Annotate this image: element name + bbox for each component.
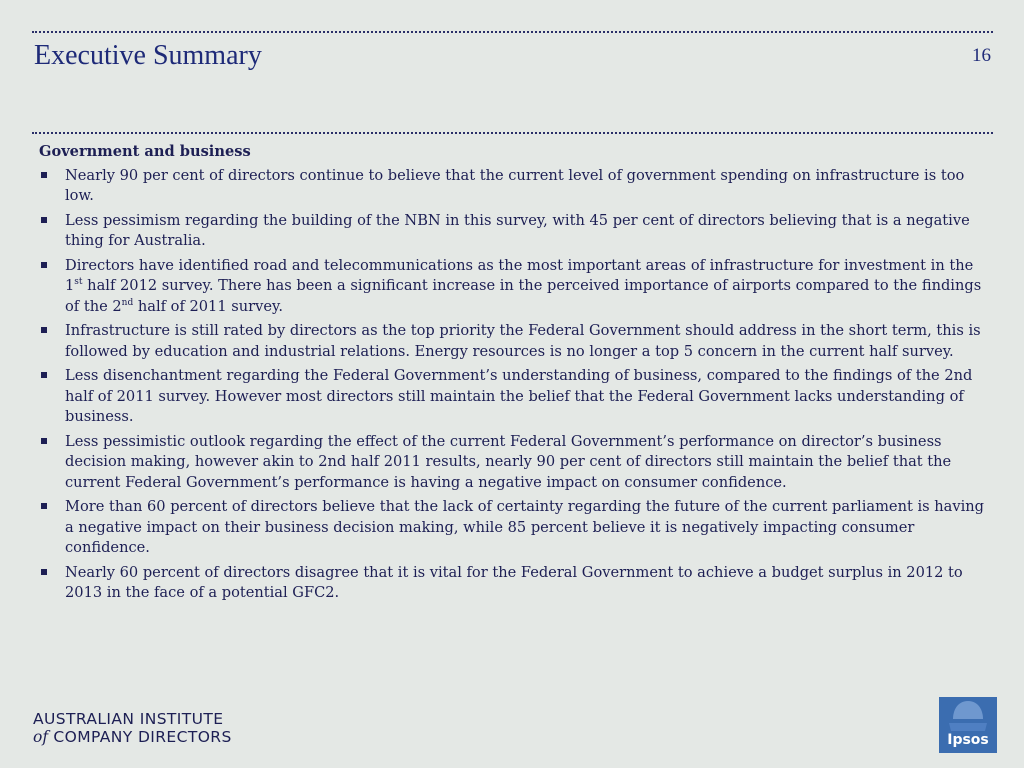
bullet-text-part: More than 60 percent of directors believe that the lack of certainty regarding the future of the current parliament is having a negative impact on their business decision making, while 85 percent believe it is negatively impacting consumer confidence.	[65, 498, 985, 556]
bullet-item	[39, 256, 989, 318]
aicd-logo-line2: COMPANY DIRECTORS	[53, 728, 232, 746]
bullet-item	[39, 563, 989, 604]
bullet-text-part: Nearly 60 percent of directors disagree that it is vital for the Federal Government to achieve a budget surplus in 2012 to 2013 in the face of a potential GFC2.	[65, 563, 963, 601]
bullet-text-part: Infrastructure is still rated by directors as the top priority the Federal Government should address in the short term, this is followed by education and industrial relations. Energy resources is no longer a top 5 concern in the current half survey.	[65, 322, 981, 360]
bullet-item	[39, 366, 989, 428]
aicd-logo-line1: AUSTRALIAN INSTITUTE	[33, 710, 224, 728]
bullet-text	[65, 367, 972, 425]
bullet-text-part: Less pessimistic outlook regarding the effect of the current Federal Government’s performance on director’s business decision making, however akin to 2nd half 2011 results, nearly 90 per cent of directors still maintain the belief that the current Federal Government’s performance is having a negative impact on consumer confidence.	[65, 432, 952, 491]
aicd-logo	[33, 710, 232, 746]
bullet-list	[39, 166, 989, 604]
ipsos-logo-text: Ipsos	[947, 732, 989, 748]
bullet-item	[39, 432, 989, 494]
superscript-ordinal: nd	[121, 297, 134, 308]
bullet-text	[65, 322, 981, 360]
square-bullet-icon	[41, 172, 47, 178]
aicd-logo-of: of	[33, 728, 49, 746]
section-heading: Government and business	[39, 143, 251, 160]
page-number: 16	[972, 45, 991, 66]
square-bullet-icon	[41, 569, 47, 575]
bullet-text-part: Directors have identified road and telecommunications as the most important areas of infrastructure for investment in the 1	[65, 256, 974, 294]
bullet-text	[65, 212, 970, 250]
slide-title: Executive Summary	[34, 40, 262, 71]
bullet-text-part: Nearly 90 per cent of directors continue to believe that the current level of government spending on infrastructure is too low.	[65, 166, 965, 204]
square-bullet-icon	[41, 217, 47, 223]
square-bullet-icon	[41, 438, 47, 444]
title-divider	[32, 132, 993, 134]
bullet-text	[65, 433, 951, 491]
ipsos-logo	[939, 697, 997, 753]
top-divider	[32, 31, 993, 33]
bullet-text	[65, 564, 963, 602]
bullet-item	[39, 166, 989, 207]
bullet-item	[39, 321, 989, 362]
bullet-text-part: half 2012 survey. There has been a significant increase in the perceived importance of airports compared to the findings of the 2	[65, 277, 982, 315]
bullet-item	[39, 497, 989, 559]
bullet-text	[65, 167, 964, 205]
square-bullet-icon	[41, 372, 47, 378]
bullet-text-part: Less disenchantment regarding the Federal Government’s understanding of business, compared to the findings of the 2nd half of 2011 survey. However most directors still maintain the belief that the Federal Government lacks understanding of business.	[65, 367, 973, 425]
bullet-text-part: Less pessimism regarding the building of the NBN in this survey, with 45 per cent of directors believing that is a negative thing for Australia.	[65, 211, 970, 249]
superscript-ordinal: st	[74, 277, 83, 287]
bullet-text	[65, 257, 981, 315]
square-bullet-icon	[41, 503, 47, 509]
bullet-item	[39, 211, 989, 252]
bullet-text	[65, 498, 984, 556]
square-bullet-icon	[41, 327, 47, 333]
summary-content	[39, 142, 989, 608]
square-bullet-icon	[41, 262, 47, 268]
bullet-text-part: half of 2011 survey.	[133, 297, 283, 315]
